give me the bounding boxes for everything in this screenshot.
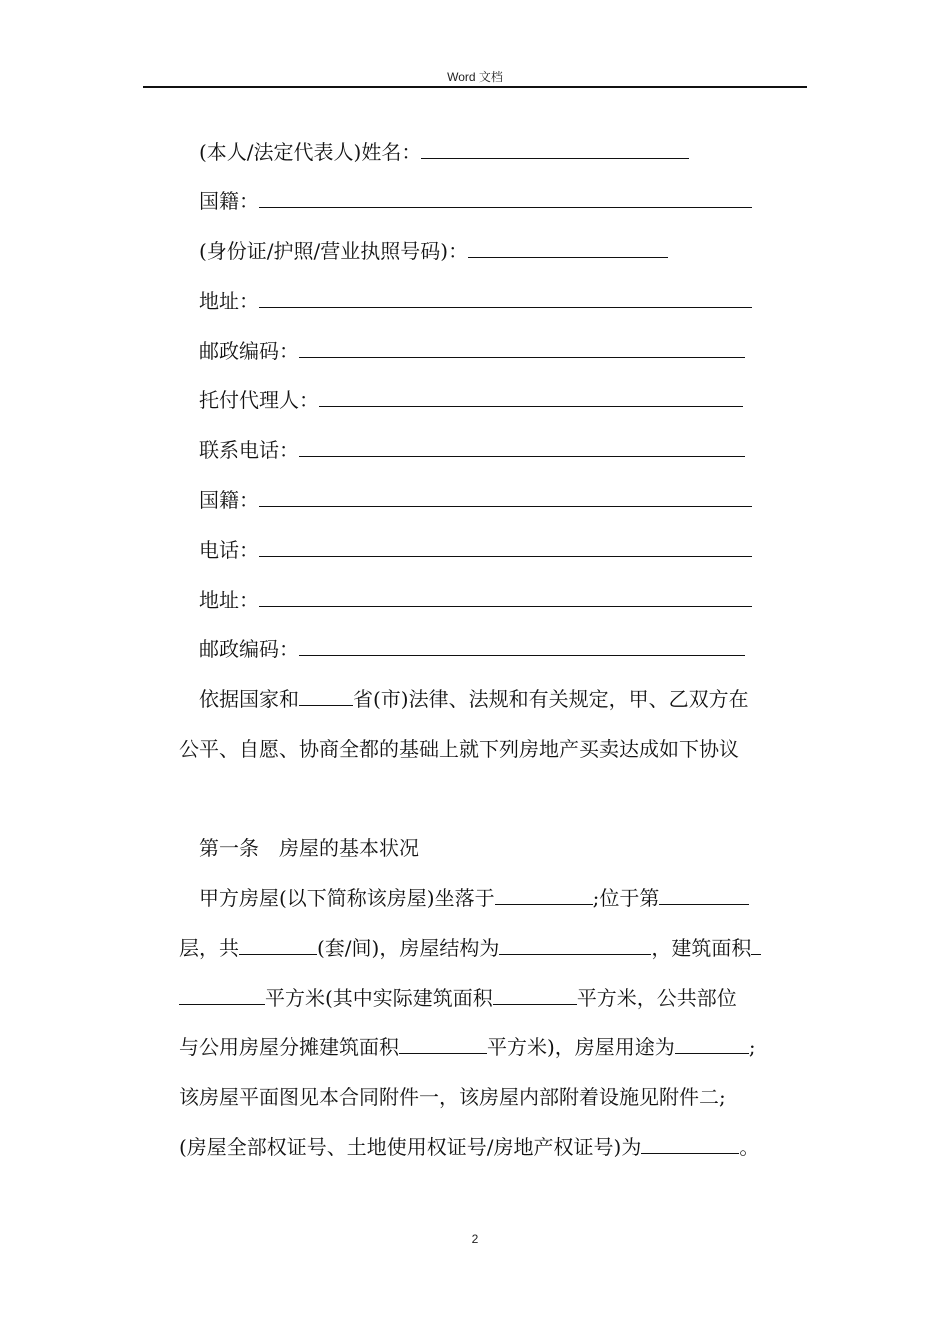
field-telephone-line	[199, 538, 752, 562]
intro-text: 依据国家和	[199, 687, 299, 711]
blank-field	[493, 986, 577, 1005]
blank-field	[259, 289, 752, 308]
blank-field	[499, 936, 651, 955]
field-label: (本人/法定代表人)姓名：	[199, 140, 422, 164]
page-number: 2	[471, 1232, 479, 1246]
blank-field	[179, 986, 265, 1005]
field-postcode-line	[199, 339, 745, 363]
article-text: 甲方房屋(以下简称该房屋)坐落于	[199, 886, 495, 910]
field-label: 国籍：	[199, 488, 259, 512]
blank-field	[259, 588, 752, 607]
blank-field	[659, 886, 749, 905]
blank-field	[468, 239, 668, 258]
article-line-6	[179, 1135, 759, 1159]
field-postcode-line-2	[199, 637, 745, 661]
article-text: (套/间)，房屋结构为	[317, 936, 500, 960]
blank-field	[641, 1135, 739, 1154]
intro-text: 省(市)法律、法规和有关规定，甲、乙双方在	[353, 687, 749, 711]
field-address-line	[199, 289, 752, 313]
article-line-5: 该房屋平面图见本合同附件一，该房屋内部附着设施见附件二;	[179, 1085, 726, 1109]
blank-field	[299, 637, 745, 656]
field-label: 联系电话：	[199, 438, 299, 462]
field-nationality-line-2	[199, 488, 752, 512]
article-text: 层，共	[179, 936, 239, 960]
field-agent-line	[199, 388, 743, 412]
intro-paragraph-line-1	[199, 687, 749, 711]
field-label: 邮政编码：	[199, 339, 299, 363]
blank-field	[299, 687, 353, 706]
article-text: ;位于第	[592, 886, 660, 910]
blank-field	[259, 488, 752, 507]
article-text: (房屋全部权证号、土地使用权证号/房地产权证号)为	[179, 1135, 642, 1159]
blank-field	[239, 936, 317, 955]
field-address-line-2	[199, 588, 752, 612]
blank-field	[675, 1035, 749, 1054]
header-divider	[143, 86, 807, 88]
article-line-2	[179, 936, 761, 960]
blank-field	[259, 538, 752, 557]
article-line-1	[199, 886, 749, 910]
blank-field	[319, 388, 743, 407]
article-text: ;	[748, 1035, 756, 1059]
field-name-line	[199, 140, 689, 164]
article-heading: 第一条 房屋的基本状况	[199, 836, 419, 860]
blank-field	[421, 140, 689, 159]
article-text: 。	[739, 1135, 760, 1159]
field-label: 托付代理人：	[199, 388, 319, 412]
blank-field	[299, 438, 745, 457]
field-id-line	[199, 239, 668, 263]
field-label: 电话：	[199, 538, 259, 562]
blank-field	[751, 936, 761, 955]
article-text: ，建筑面积	[651, 936, 752, 960]
field-label: 地址：	[199, 588, 259, 612]
intro-paragraph-line-2: 公平、自愿、协商全都的基础上就下列房地产买卖达成如下协议	[179, 737, 739, 761]
field-label: (身份证/护照/营业执照号码)：	[199, 239, 469, 263]
blank-field	[495, 886, 593, 905]
field-label: 国籍：	[199, 189, 259, 213]
article-text: 平方米，公共部位	[576, 986, 737, 1010]
field-label: 邮政编码：	[199, 637, 299, 661]
article-text: 平方米)，房屋用途为	[487, 1035, 675, 1059]
field-phone-line	[199, 438, 745, 462]
field-nationality-line	[199, 189, 752, 213]
article-line-3	[179, 986, 737, 1010]
article-text: 平方米(其中实际建筑面积	[265, 986, 493, 1010]
article-line-4	[179, 1035, 756, 1059]
blank-field	[399, 1035, 487, 1054]
document-header: Word 文档	[447, 70, 503, 84]
blank-field	[259, 189, 752, 208]
blank-field	[299, 339, 745, 358]
article-text: 与公用房屋分摊建筑面积	[179, 1035, 399, 1059]
field-label: 地址：	[199, 289, 259, 313]
